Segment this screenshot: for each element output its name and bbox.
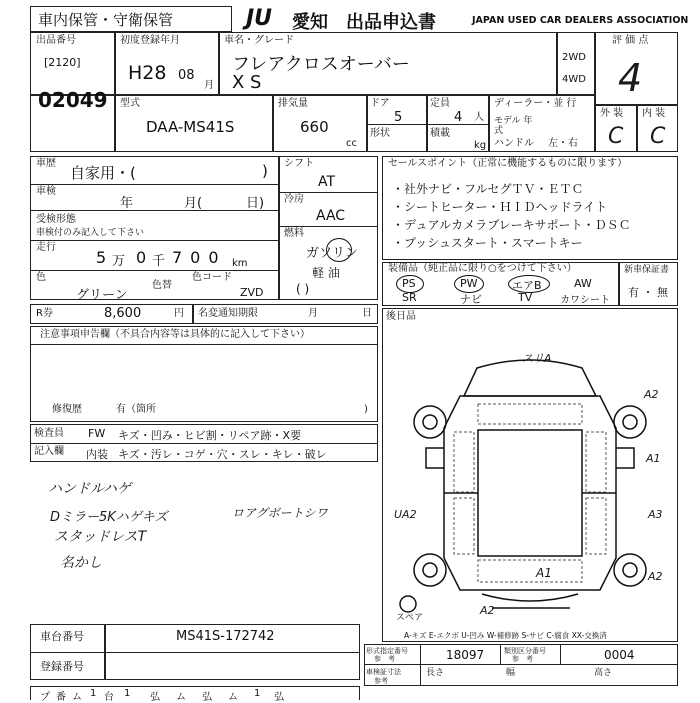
drive-4wd: 4WD bbox=[562, 74, 586, 85]
usage-label: 車歴 bbox=[36, 158, 56, 169]
footer-cell-4: 1 bbox=[90, 688, 97, 699]
repair-value: 有（箇所 bbox=[116, 404, 156, 415]
disp-unit: cc bbox=[346, 138, 357, 149]
equip-ps-circle bbox=[396, 275, 424, 293]
table-h2b: 参 考 bbox=[512, 655, 533, 663]
form-note: 車検付のみ記入して下さい bbox=[36, 228, 145, 238]
equip-aw: AW bbox=[574, 277, 592, 290]
inspection-label: 車検 bbox=[36, 186, 56, 197]
selling-item-2: ・シートヒーター・ＨＩＤヘッドライト bbox=[392, 200, 608, 214]
score: 4 bbox=[618, 56, 643, 100]
fuel-other: ( ) bbox=[296, 282, 310, 296]
notes-title: 注意事項申告欄（不具合内容等は具体的に記入して下さい） bbox=[40, 329, 310, 340]
hand-note-1: ハンドルハゲ bbox=[48, 481, 132, 497]
selling-title: セールスポイント（正常に機能するものに限ります） bbox=[388, 158, 628, 169]
table-height: 高さ bbox=[594, 668, 613, 678]
damage-legend: A-キズ E-エクボ U-凹み W-補修跡 S-サビ C-腐食 XX-交換済 bbox=[404, 631, 607, 640]
table-note: 参考 bbox=[374, 677, 388, 685]
color-value: グリーン bbox=[76, 288, 128, 303]
recycle-unit: 円 bbox=[174, 308, 184, 319]
diagram-mark-rear: A1 bbox=[536, 566, 552, 580]
load-label: 積載 bbox=[430, 128, 450, 139]
model-year-label: モデル 年式 bbox=[494, 116, 533, 136]
fuel-gas: ガソリン bbox=[306, 246, 359, 261]
footer-cell-8: ム bbox=[176, 692, 186, 703]
mileage-3: 700 bbox=[172, 248, 227, 267]
score-label: 評 価 点 bbox=[612, 35, 649, 46]
color-no-label: 色コード bbox=[192, 272, 232, 283]
type-label: 型式 bbox=[120, 98, 140, 109]
lot-label: 出品番号 bbox=[36, 35, 76, 46]
in-items: キズ・汚レ・コゲ・穴・スレ・キレ・破レ bbox=[118, 448, 327, 461]
selling-item-1: ・社外ナビ・フルセグＴＶ・ＥＴＣ bbox=[392, 182, 584, 196]
hand-note-5: 名かし bbox=[60, 555, 102, 571]
notice-label: 名変通知期限 bbox=[198, 308, 258, 319]
month-unit: 月 bbox=[204, 80, 214, 91]
color-change: 色替 bbox=[152, 280, 172, 291]
footer-cell-9: 弘 bbox=[202, 692, 212, 703]
selling-item-4: ・プッシュスタート・スマートキー bbox=[392, 236, 583, 250]
disp-value: 660 bbox=[300, 118, 329, 136]
footer-cell-12: 弘 bbox=[274, 692, 284, 703]
table-h3: 車検証寸法 bbox=[366, 668, 401, 676]
interior-label: 内 装 bbox=[642, 108, 666, 119]
table-width: 幅 bbox=[506, 668, 516, 678]
footer-cell-10: ム bbox=[228, 692, 238, 703]
repair-close: ) bbox=[364, 404, 368, 415]
inspector-label-2: 記入欄 bbox=[34, 446, 64, 457]
mileage-man: 万 bbox=[112, 254, 126, 269]
ac-label: 冷房 bbox=[284, 194, 304, 205]
diagram-mark-bumper: A2 bbox=[480, 604, 495, 617]
cap-label: 定員 bbox=[430, 98, 450, 109]
insp-month: 月( bbox=[184, 196, 203, 211]
table-h1: 形式指定番号 bbox=[366, 647, 408, 655]
equip-navi: ナビ bbox=[460, 293, 482, 306]
table-v1: 18097 bbox=[446, 648, 485, 662]
footer-cell-5: 台 bbox=[104, 692, 114, 703]
mileage-unit: km bbox=[232, 258, 248, 269]
insp-day: 日) bbox=[246, 196, 265, 211]
chassis-value: MS41S-172742 bbox=[176, 629, 275, 644]
reg-number-label: 登録番号 bbox=[40, 660, 84, 673]
cap-value: 4 bbox=[454, 110, 463, 125]
shift-label: シフト bbox=[284, 158, 314, 169]
shape-label: 形状 bbox=[370, 128, 390, 139]
footer-cell-11: 1 bbox=[254, 688, 261, 699]
notice-day: 日 bbox=[362, 308, 372, 319]
mileage-label: 走行 bbox=[36, 242, 56, 253]
logo-city: 愛知 bbox=[292, 12, 328, 33]
association-name: JAPAN USED CAR DEALERS ASSOCIATION bbox=[472, 15, 689, 26]
table-h1b: 参 考 bbox=[374, 655, 395, 663]
footer-cell-3: ム bbox=[72, 692, 82, 703]
doors-label: ドア bbox=[370, 98, 390, 109]
mileage-sen: 千 bbox=[152, 254, 166, 269]
diagram-mark-left: UA2 bbox=[394, 508, 417, 521]
fuel-diesel: 軽 油 bbox=[312, 266, 340, 280]
fw-items: キズ・凹み・ヒビ割・リペア跡・X要 bbox=[118, 429, 302, 442]
inspector-label-1: 検査員 bbox=[34, 428, 64, 439]
disp-label: 排気量 bbox=[278, 98, 308, 109]
form-title: 出品申込書 bbox=[346, 12, 436, 33]
table-h2: 類別区分番号 bbox=[504, 647, 546, 655]
exterior-grade: C bbox=[608, 124, 624, 149]
footer-cell-2: 番 bbox=[56, 692, 66, 703]
equip-pw: PW bbox=[460, 277, 478, 290]
diagram-mark-rr: A2 bbox=[648, 570, 663, 583]
cap-unit: 人 bbox=[474, 112, 484, 123]
color-label: 色 bbox=[36, 272, 46, 283]
reg-month: 08 bbox=[178, 68, 195, 83]
interior-grade: C bbox=[650, 124, 666, 149]
post-label: 後日品 bbox=[386, 311, 416, 322]
equip-sr: SR bbox=[402, 291, 417, 304]
diagram-mark-roof: スリA bbox=[522, 352, 552, 365]
equipment-title: 装備品（純正品に限り○をつけて下さい） bbox=[388, 263, 577, 274]
model-name: フレアクロスオーバー bbox=[232, 54, 410, 75]
reg-year: H28 bbox=[128, 62, 167, 84]
grade: X S bbox=[232, 72, 262, 93]
footer-cell-6: 1 bbox=[124, 688, 131, 699]
reg-label: 初度登録年月 bbox=[120, 35, 180, 46]
diagram-mark-rr-door: A3 bbox=[648, 508, 663, 521]
load-unit: kg bbox=[474, 140, 487, 151]
ac-value: AAC bbox=[316, 208, 346, 224]
table-length: 長さ bbox=[426, 668, 445, 678]
repair-label: 修復歴 bbox=[52, 404, 82, 415]
drive-2wd: 2WD bbox=[562, 52, 586, 63]
insp-year: 年 bbox=[120, 196, 134, 211]
usage-close: ) bbox=[262, 162, 268, 180]
hand-note-4: スタッドレスT bbox=[54, 529, 147, 545]
table-v2: 0004 bbox=[604, 648, 635, 662]
lot-number: 02049 bbox=[38, 88, 108, 112]
handle-label: ハンドル bbox=[494, 138, 534, 149]
color-no-value: ZVD bbox=[240, 286, 264, 299]
exterior-label: 外 装 bbox=[600, 108, 624, 119]
footer-cell-1: プ bbox=[40, 692, 50, 703]
type-value: DAA-MS41S bbox=[146, 118, 235, 136]
model-label: 車名・グレード bbox=[224, 35, 294, 46]
in-label: 内装 bbox=[86, 448, 108, 461]
fuel-gas-circle bbox=[326, 238, 352, 262]
logo-mark: JU bbox=[246, 6, 273, 31]
spare-label: スペア bbox=[396, 613, 424, 623]
equip-leather: カワシート bbox=[560, 295, 610, 306]
recycle-label: R券 bbox=[36, 308, 53, 319]
diagram-mark-fr: A2 bbox=[644, 388, 659, 401]
selling-item-3: ・デュアルカメラブレーキサポート・ＤＳＣ bbox=[392, 218, 631, 232]
fuel-label: 燃料 bbox=[284, 228, 304, 239]
equip-airbag-circle bbox=[508, 275, 550, 293]
hand-note-3: ロアグボートシワ bbox=[232, 506, 328, 520]
dealer-label: ディーラー・並 行 bbox=[494, 98, 577, 109]
storage-note: 車内保管・守衛保管 bbox=[38, 11, 174, 29]
shift-value: AT bbox=[318, 174, 336, 190]
equip-ps: PS bbox=[402, 277, 416, 290]
form-label: 受検形態 bbox=[36, 214, 76, 225]
doors-value: 5 bbox=[394, 110, 403, 125]
warranty-label: 新車保証書 bbox=[624, 265, 670, 275]
footer-cell-7: 弘 bbox=[150, 692, 160, 703]
warranty-value: 有 ・ 無 bbox=[628, 286, 668, 299]
chassis-label: 車台番号 bbox=[40, 630, 84, 643]
handle-value: 左・右 bbox=[548, 138, 578, 149]
hand-note-2: Dミラー5Kハゲキズ bbox=[50, 510, 168, 525]
equip-airbag: エアB bbox=[512, 279, 542, 292]
recycle-value: 8,600 bbox=[104, 306, 142, 321]
lot-sub: [2120] bbox=[44, 56, 81, 69]
notice-month: 月 bbox=[308, 308, 318, 319]
mileage-2: 0 bbox=[136, 248, 147, 267]
usage-value: 自家用・( bbox=[70, 164, 136, 182]
fw-label: FW bbox=[88, 427, 106, 440]
equip-pw-circle bbox=[454, 275, 484, 293]
mileage-1: 5 bbox=[96, 248, 107, 267]
equip-tv: TV bbox=[518, 291, 533, 304]
diagram-mark-rf-door: A1 bbox=[646, 452, 661, 465]
